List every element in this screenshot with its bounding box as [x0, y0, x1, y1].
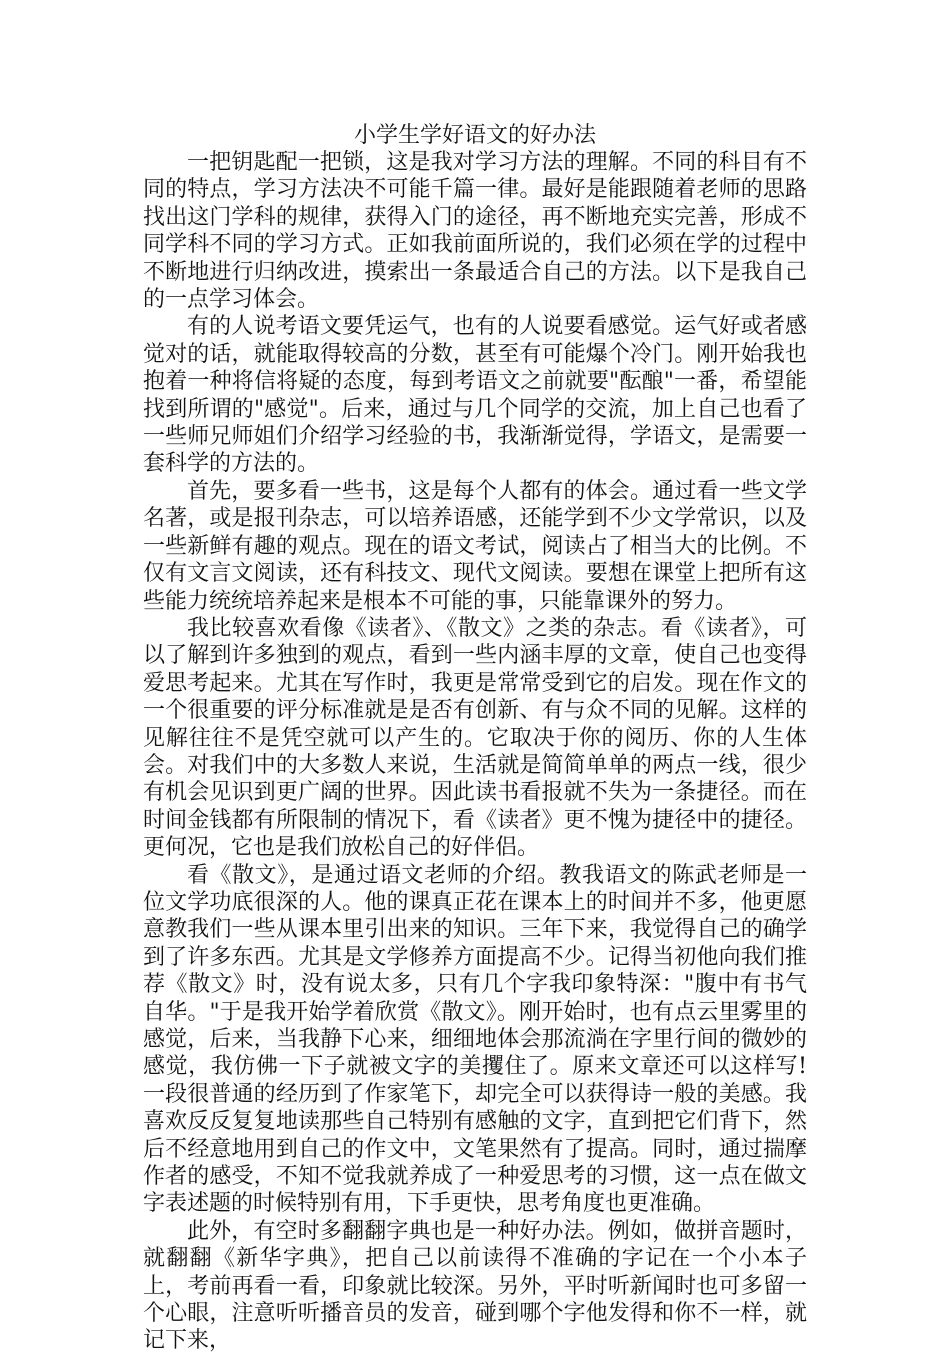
paragraph-6: 此外，有空时多翻翻字典也是一种好办法。例如，做拼音题时，就翻翻《新华字典》，把自己以前读得不准确的字记在一个小本子上，考前再看一看，印象就比较深。另外，平时听新闻时也可多留一个心眼，注意听听播音员的发音，碰到哪个字他发得和你不一样，就记下来， [143, 1218, 807, 1354]
document-body [143, 123, 807, 1355]
paragraph-1: 一把钥匙配一把锁，这是我对学习方法的理解。不同的科目有不同的特点，学习方法决不可能千篇一律。最好是能跟随着老师的思路找出这门学科的规律，获得入门的途径，再不断地充实完善，形成不同学科不同的学习方式。正如我前面所说的，我们必须在学的过程中不断地进行归纳改进，摸索出一条最适合自己的方法。以下是我自己的一点学习体会。 [143, 150, 807, 313]
paragraph-2: 有的人说考语文要凭运气，也有的人说要看感觉。运气好或者感觉对的话，就能取得较高的分数，甚至有可能爆个冷门。刚开始我也抱着一种将信将疑的态度，每到考语文之前就要"酝酿"一番，希望能找到所谓的"感觉"。后来，通过与几个同学的交流，加上自己也看了一些师兄师姐们介绍学习经验的书，我渐渐觉得，学语文，是需要一套科学的方法的。 [143, 314, 807, 477]
page-title: 小学生学好语文的好办法 [353, 123, 596, 148]
paragraph-4: 我比较喜欢看像《读者》、《散文》之类的杂志。看《读者》，可以了解到许多独到的观点，看到一些内涵丰厚的文章，使自己也变得爱思考起来。尤其在写作时，我更是常常受到它的启发。现在作文的一个很重要的评分标准就是是否有创新、有与众不同的见解。这样的见解往往不是凭空就可以产生的。它取决于你的阅历、你的人生体会。对我们中的大多数人来说，生活就是简简单单的两点一线，很少有机会见识到更广阔的世界。因此读书看报就不失为一条捷径。而在时间金钱都有所限制的情况下，看《读者》更不愧为捷径中的捷径。更何况，它也是我们放松自己的好伴侣。 [143, 615, 807, 861]
paragraph-5: 看《散文》，是通过语文老师的介绍。教我语文的陈武老师是一位文学功底很深的人。他的课真正花在课本上的时间并不多，他更愿意教我们一些从课本里引出来的知识。三年下来，我觉得自己的确学到了许多东西。尤其是文学修养方面提高不少。记得当初他向我们推荐《散文》时，没有说太多，只有几个字我印象特深："腹中有书气自华。"于是我开始学着欣赏《散文》。刚开始时，也有点云里雾里的感觉，后来，当我静下心来，细细地体会那流淌在字里行间的微妙的感觉，我仿佛一下子就被文字的美攫住了。原来文章还可以这样写!一段很普通的经历到了作家笔下，却完全可以获得诗一般的美感。我喜欢反反复复地读那些自己特别有感触的文字，直到把它们背下，然后不经意地用到自己的作文中，文笔果然有了提高。同时，通过揣摩作者的感受，不知不觉我就养成了一种爱思考的习惯，这一点在做文字表述题的时候特别有用，下手更快，思考角度也更准确。 [143, 862, 807, 1217]
paragraph-3: 首先，要多看一些书，这是每个人都有的体会。通过看一些文学名著，或是报刊杂志，可以培养语感，还能学到不少文学常识，以及一些新鲜有趣的观点。现在的语文考试，阅读占了相当大的比例。不仅有文言文阅读，还有科技文、现代文阅读。要想在课堂上把所有这些能力统统培养起来是根本不可能的事，只能靠课外的努力。 [143, 478, 807, 614]
